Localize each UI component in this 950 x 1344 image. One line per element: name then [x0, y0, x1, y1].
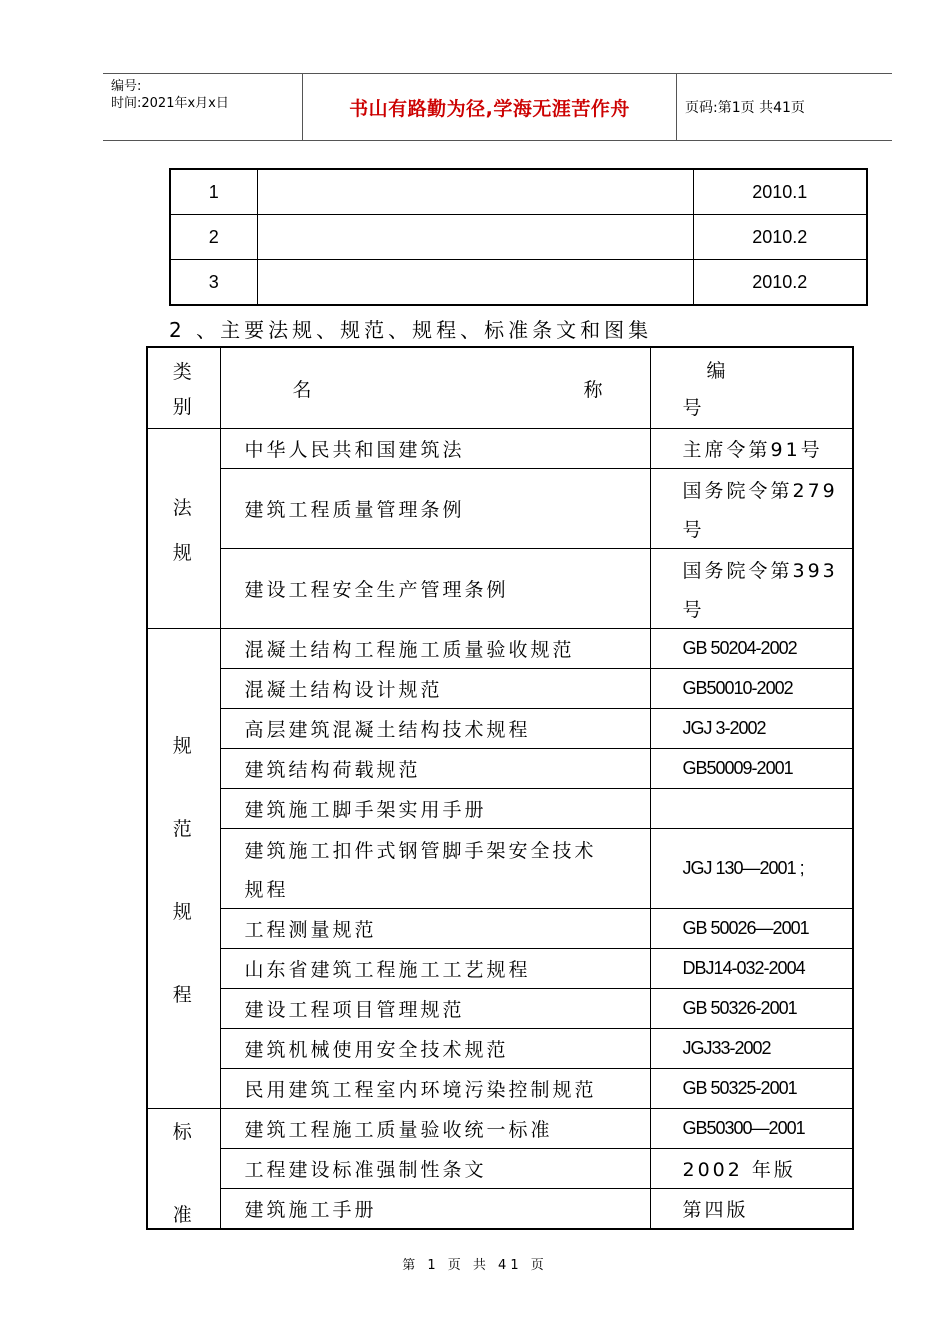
- table-row: [147, 669, 853, 709]
- row-date: 2010.1: [693, 169, 867, 215]
- row-code: JGJ 130—2001 ;: [650, 829, 853, 909]
- row-name: 建筑机械使用安全技术规范: [220, 1029, 650, 1069]
- header-code: 编 号: [650, 347, 853, 429]
- category-standard: 标 准: [147, 1109, 220, 1230]
- row-code: JGJ33-2002: [650, 1029, 853, 1069]
- row-name: 混凝土结构工程施工质量验收规范: [220, 629, 650, 669]
- table-row: [147, 1029, 853, 1069]
- header-page-label: 页码:第1页 共41页: [685, 100, 805, 116]
- row-code: GB 50325-2001: [650, 1069, 853, 1109]
- row-name: 建筑工程质量管理条例: [220, 469, 650, 549]
- table-row: [147, 1149, 853, 1189]
- row-name: 建筑施工脚手架实用手册: [220, 789, 650, 829]
- row-code: 国务院令第393 号: [650, 549, 853, 629]
- table-header-row: [147, 347, 853, 429]
- category-spec: 规 范 规 程: [147, 629, 220, 1109]
- table-row: [147, 829, 853, 909]
- row-name: 高层建筑混凝土结构技术规程: [220, 709, 650, 749]
- row-number: 2: [170, 215, 257, 260]
- row-name: [257, 169, 693, 215]
- table-row: [147, 709, 853, 749]
- row-name: [257, 215, 693, 260]
- row-number: 3: [170, 260, 257, 306]
- row-date: 2010.2: [693, 215, 867, 260]
- page-header: [103, 73, 892, 141]
- row-code: 主席令第91号: [650, 429, 853, 469]
- row-name: 建设工程安全生产管理条例: [220, 549, 650, 629]
- row-code: GB 50204-2002: [650, 629, 853, 669]
- row-name: 建设工程项目管理规范: [220, 989, 650, 1029]
- table-row: [147, 1109, 853, 1149]
- row-name: 建筑工程施工质量验收统一标准: [220, 1109, 650, 1149]
- table-row: [147, 989, 853, 1029]
- row-code: GB50009-2001: [650, 749, 853, 789]
- row-code: JGJ 3-2002: [650, 709, 853, 749]
- row-code: GB50010-2002: [650, 669, 853, 709]
- category-law: 法 规: [147, 429, 220, 629]
- row-code: [650, 789, 853, 829]
- schedule-table: [169, 168, 868, 306]
- row-name: 建筑施工手册: [220, 1189, 650, 1230]
- row-name: 工程建设标准强制性条文: [220, 1149, 650, 1189]
- row-code: GB 50026—2001: [650, 909, 853, 949]
- header-meta: [103, 74, 303, 140]
- section-heading: 2 、主要法规、规范、规程、标准条文和图集: [169, 318, 653, 342]
- table-row: [147, 1189, 853, 1230]
- row-name: 混凝土结构设计规范: [220, 669, 650, 709]
- row-name: 民用建筑工程室内环境污染控制规范: [220, 1069, 650, 1109]
- header-motto: 书山有路勤为径,学海无涯苦作舟: [303, 74, 677, 140]
- table-row: [170, 260, 867, 306]
- row-code: 国务院令第279 号: [650, 469, 853, 549]
- time-label: 时间:2021年x月x日: [111, 96, 229, 111]
- table-row: [147, 629, 853, 669]
- table-row: [147, 909, 853, 949]
- row-name: 中华人民共和国建筑法: [220, 429, 650, 469]
- table-row: [147, 469, 853, 549]
- header-name: 名 称: [220, 347, 650, 429]
- row-name: 工程测量规范: [220, 909, 650, 949]
- table-row: [147, 949, 853, 989]
- row-date: 2010.2: [693, 260, 867, 306]
- table-row: [147, 1069, 853, 1109]
- table-row: [147, 429, 853, 469]
- row-code: GB50300—2001: [650, 1109, 853, 1149]
- number-label: 编号:: [111, 79, 142, 94]
- row-code: 2002 年版: [650, 1149, 853, 1189]
- table-row: [170, 215, 867, 260]
- header-category: 类 别: [147, 347, 220, 429]
- table-row: [147, 549, 853, 629]
- page-footer: 第 1 页 共 41 页: [402, 1258, 548, 1273]
- row-number: 1: [170, 169, 257, 215]
- row-name: 建筑结构荷载规范: [220, 749, 650, 789]
- table-row: [147, 749, 853, 789]
- row-name: 山东省建筑工程施工工艺规程: [220, 949, 650, 989]
- row-code: DBJ14-032-2004: [650, 949, 853, 989]
- row-code: GB 50326-2001: [650, 989, 853, 1029]
- regulations-table: [146, 346, 854, 1230]
- row-name: 建筑施工扣件式钢管脚手架安全技术 规程: [220, 829, 650, 909]
- table-row: [170, 169, 867, 215]
- row-code: 第四版: [650, 1189, 853, 1230]
- row-name: [257, 260, 693, 306]
- table-row: [147, 789, 853, 829]
